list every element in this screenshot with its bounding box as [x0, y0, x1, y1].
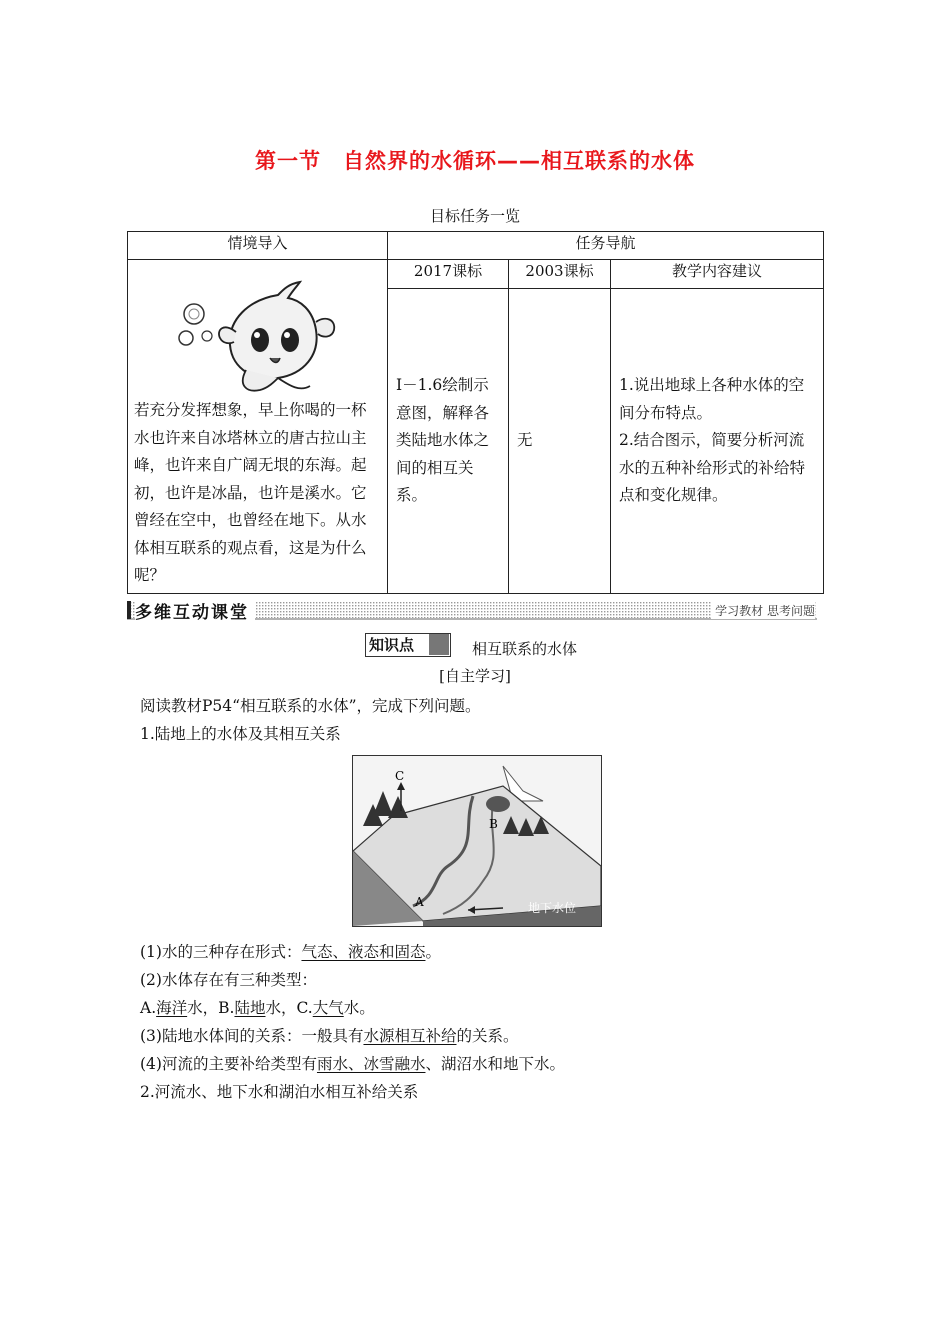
suggest-cell [611, 289, 824, 594]
suggest-text-1: 1.说出地球上各种水体的空间分布特点。 [619, 376, 805, 422]
std-2003-text: 无 [517, 431, 533, 450]
subheader-2017: 2017课标 [388, 260, 509, 289]
subheader-2003: 2003课标 [509, 260, 611, 289]
subheader-suggest: 教学内容建议 [611, 260, 824, 289]
question-1: (1)水的三种存在形式：气态、液态和固态。 [140, 943, 441, 961]
knowledge-tag-shade [429, 634, 449, 655]
banner-subtitle: 学习教材 思考问题 [711, 602, 815, 619]
std-2003-cell [509, 289, 611, 594]
question-2: (2)水体存在有三种类型： [140, 971, 317, 989]
page-title: 第一节 自然界的水循环——相互联系的水体 [255, 149, 695, 173]
std-2017-cell [388, 289, 509, 594]
label-b: B [489, 817, 498, 831]
answer-2a: 海洋 [156, 999, 188, 1017]
land-water-figure [352, 755, 602, 927]
answer-2b: 陆地 [234, 999, 266, 1017]
question-3: (3)陆地水体间的关系：一般具有水源相互补给的关系。 [140, 1027, 519, 1045]
item-2-heading: 2.河流水、地下水和湖泊水相互补给关系 [140, 1083, 419, 1101]
self-study-label: [自主学习] [439, 667, 511, 685]
answer-1: 气态、液态和固态 [301, 943, 426, 961]
label-c: C [395, 769, 405, 783]
intro-text: 阅读教材P54“相互联系的水体”，完成下列问题。 [140, 697, 481, 715]
answer-3: 水源相互补给 [363, 1027, 457, 1045]
suggest-text-2: 2.结合图示，简要分析河流水的五种补给形式的补给特点和变化规律。 [619, 431, 806, 505]
std-2017-text: Ⅰ－1.6绘制示意图，解释各类陆地水体之间的相互关系。 [396, 376, 490, 505]
banner-title: 多维互动课堂 [135, 598, 255, 623]
question-4: (4)河流的主要补给类型有雨水、冰雪融水、湖沼水和地下水。 [140, 1055, 565, 1073]
knowledge-tag-label: 知识点 [369, 636, 415, 654]
context-cell [128, 260, 388, 594]
label-groundwater: 地下水位 [528, 901, 577, 915]
header-nav: 任务导航 [388, 232, 824, 260]
answer-2c: 大气 [312, 999, 344, 1017]
table-caption: 目标任务一览 [429, 207, 520, 225]
question-2-answers: A.海洋水，B.陆地水，C.大气水。 [140, 999, 375, 1017]
context-text: 若充分发挥想象，早上你喝的一杯水也许来自冰塔林立的唐古拉山主峰，也许来自广阔无垠的东海。起初，也许是冰晶，也许是溪水。它曾经在空中，也曾经在地下。从水体相互联系的观点看，这是为什么呢？ [134, 401, 367, 584]
answer-4: 雨水、冰雪融水 [316, 1055, 426, 1073]
water-droplet-mascot-image [128, 260, 387, 395]
knowledge-title: 相互联系的水体 [472, 640, 578, 658]
header-context: 情境导入 [128, 232, 388, 260]
item-1-heading: 1.陆地上的水体及其相互关系 [140, 725, 341, 743]
land-water-diagram [353, 756, 601, 926]
target-task-table [127, 231, 824, 594]
label-a: A [415, 895, 424, 909]
